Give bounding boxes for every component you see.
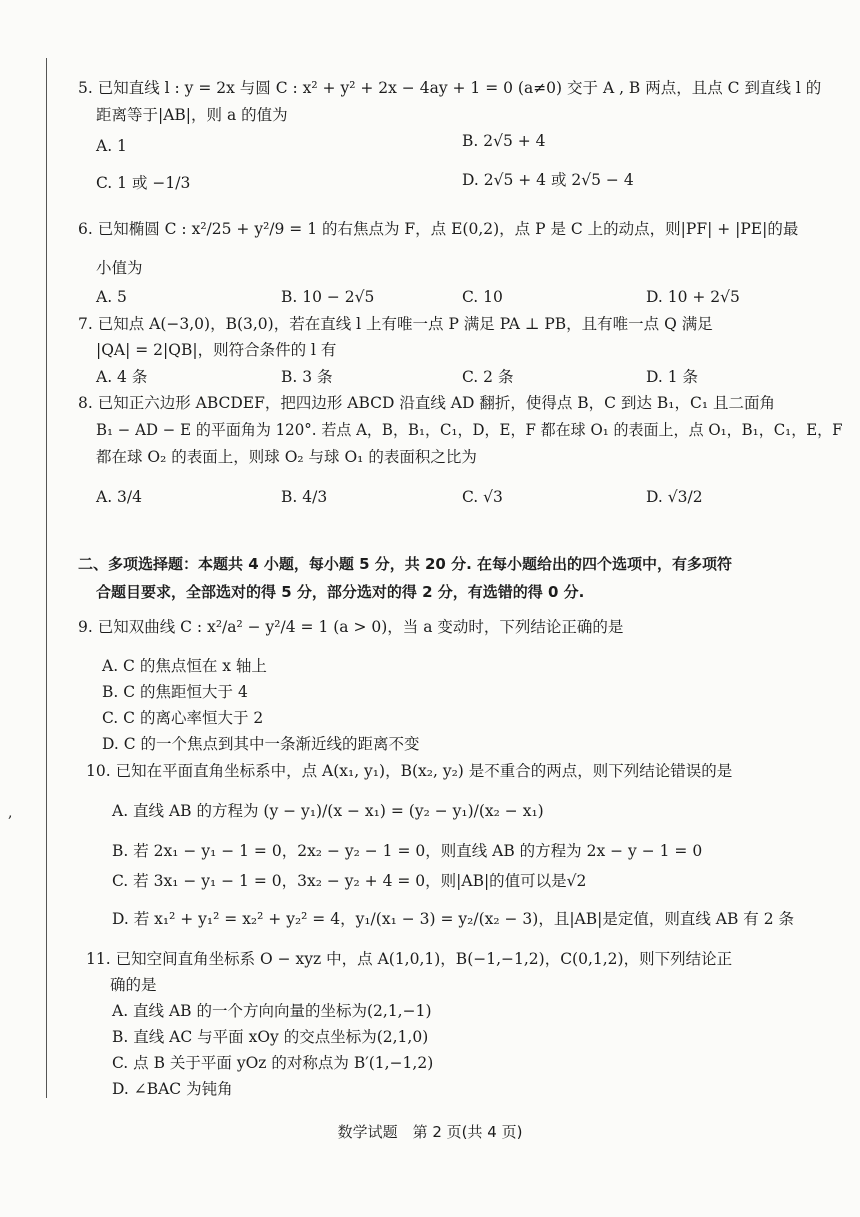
q6-option-c: C. 10 [462,288,503,306]
q7-option-c: C. 2 条 [462,368,514,386]
q11-stem-line2: 确的是 [110,976,157,994]
q7-stem-line1: 7. 已知点 A(−3,0)，B(3,0)，若在直线 l 上有唯一点 P 满足 PA ⊥ PB，且有唯一点 Q 满足 [78,315,713,333]
q10-option-a: A. 直线 AB 的方程为 (y − y₁)/(x − x₁) = (y₂ − y₁)/(x₂ − x₁) [112,802,544,820]
q8-option-b: B. 4/3 [281,488,328,506]
q6-option-d: D. 10 + 2√5 [646,288,740,306]
q5-option-a: A. 1 [96,137,127,155]
q7-option-d: D. 1 条 [646,368,699,386]
q8-stem-line2: B₁ − AD − E 的平面角为 120°. 若点 A，B，B₁，C₁，D，E，F 都在球 O₁ 的表面上，点 O₁，B₁，C₁，E，F [96,421,843,439]
q10-stem-line1: 10. 已知在平面直角坐标系中，点 A(x₁, y₁)，B(x₂, y₂) 是不重合的两点，则下列结论错误的是 [86,762,733,780]
q6-option-b: B. 10 − 2√5 [281,288,375,306]
q9-option-a: A. C 的焦点恒在 x 轴上 [102,657,267,675]
q10-option-c: C. 若 3x₁ − y₁ − 1 = 0，3x₂ − y₂ + 4 = 0，则|AB|的值可以是√2 [112,872,587,890]
q10-option-d: D. 若 x₁² + y₁² = x₂² + y₂² = 4，y₁/(x₁ − 3) = y₂/(x₂ − 3)，且|AB|是定值，则直线 AB 有 2 条 [112,910,795,928]
q7-option-a: A. 4 条 [96,368,148,386]
q11-option-c: C. 点 B 关于平面 yOz 的对称点为 B′(1,−1,2) [112,1054,434,1072]
stray-mark: , [8,805,13,821]
q9-option-d: D. C 的一个焦点到其中一条渐近线的距离不变 [102,735,420,753]
q6-stem-line2: 小值为 [96,259,143,277]
q8-option-d: D. √3/2 [646,488,703,506]
q9-option-b: B. C 的焦距恒大于 4 [102,683,248,701]
q9-stem-line1: 9. 已知双曲线 C : x²/a² − y²/4 = 1 (a > 0)，当 a 变动时，下列结论正确的是 [78,618,624,636]
q8-option-c: C. √3 [462,488,503,506]
q5-stem-line2: 距离等于|AB|，则 a 的值为 [96,106,288,124]
q6-option-a: A. 5 [96,288,127,306]
q7-option-b: B. 3 条 [281,368,333,386]
margin-line [46,58,47,1098]
q9-option-c: C. C 的离心率恒大于 2 [102,709,264,727]
q5-option-b: B. 2√5 + 4 [462,132,546,150]
q8-stem-line1: 8. 已知正六边形 ABCDEF，把四边形 ABCD 沿直线 AD 翻折，使得点 B，C 到达 B₁，C₁ 且二面角 [78,394,775,412]
page-footer: 数学试题 第 2 页(共 4 页) [337,1123,523,1141]
section-2-heading-line2: 合题目要求，全部选对的得 5 分，部分选对的得 2 分，有选错的得 0 分. [96,583,585,601]
q8-stem-line3: 都在球 O₂ 的表面上，则球 O₂ 与球 O₁ 的表面积之比为 [96,448,477,466]
q11-stem-line1: 11. 已知空间直角坐标系 O − xyz 中，点 A(1,0,1)，B(−1,−1,2)，C(0,1,2)，则下列结论正 [86,950,733,968]
section-2-heading-line1: 二、多项选择题：本题共 4 小题，每小题 5 分，共 20 分. 在每小题给出的四个选项中，有多项符 [78,555,733,573]
q5-option-d: D. 2√5 + 4 或 2√5 − 4 [462,171,634,189]
q6-stem-line1: 6. 已知椭圆 C : x²/25 + y²/9 = 1 的右焦点为 F，点 E(0,2)，点 P 是 C 上的动点，则|PF| + |PE|的最 [78,220,799,238]
q11-option-d: D. ∠BAC 为钝角 [112,1080,233,1098]
q8-option-a: A. 3/4 [96,488,142,506]
q5-stem-line1: 5. 已知直线 l : y = 2x 与圆 C : x² + y² + 2x − 4ay + 1 = 0 (a≠0) 交于 A , B 两点，且点 C 到直线 l 的 [78,79,822,97]
q7-stem-line2: |QA| = 2|QB|，则符合条件的 l 有 [96,341,337,359]
q11-option-a: A. 直线 AB 的一个方向向量的坐标为(2,1,−1) [112,1002,432,1020]
q5-option-c: C. 1 或 −1/3 [96,174,191,192]
q10-option-b: B. 若 2x₁ − y₁ − 1 = 0，2x₂ − y₂ − 1 = 0，则直线 AB 的方程为 2x − y − 1 = 0 [112,842,703,860]
q11-option-b: B. 直线 AC 与平面 xOy 的交点坐标为(2,1,0) [112,1028,429,1046]
